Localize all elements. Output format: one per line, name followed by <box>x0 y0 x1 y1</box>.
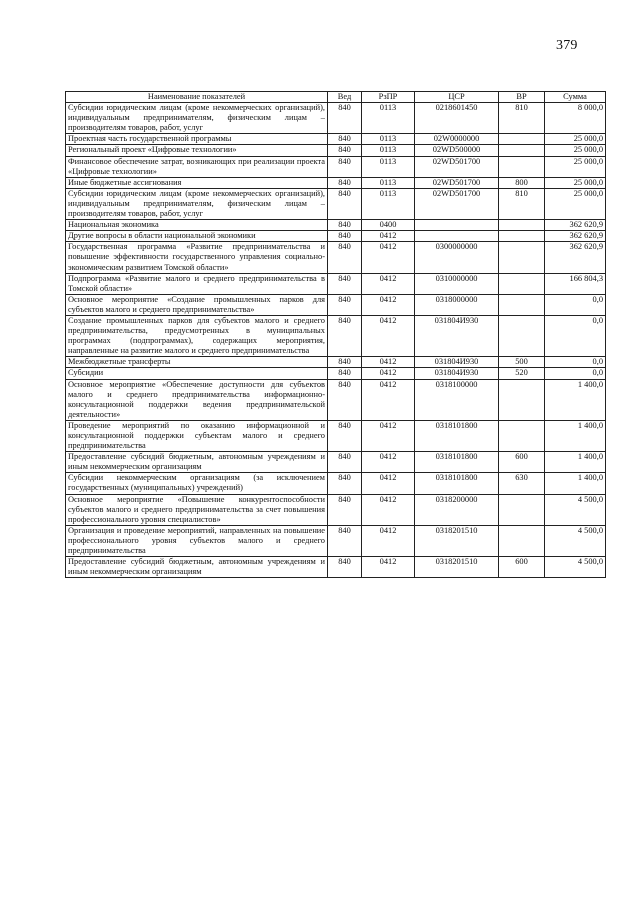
table-row <box>66 452 606 473</box>
cell-vr <box>499 231 545 242</box>
cell-rzpr: 0113 <box>362 134 415 145</box>
cell-name: Государственная программа «Развитие предпринимательства и повышение эффективности государственного управления социально-экономическим развитием Томской области» <box>66 242 328 273</box>
cell-sum: 1 400,0 <box>545 473 606 494</box>
cell-rzpr: 0412 <box>362 420 415 451</box>
cell-rzpr: 0113 <box>362 177 415 188</box>
cell-ved: 840 <box>328 134 362 145</box>
cell-vr: 600 <box>499 452 545 473</box>
cell-rzpr: 0412 <box>362 379 415 420</box>
table-row <box>66 273 606 294</box>
cell-csr: 0300000000 <box>415 242 499 273</box>
cell-name: Предоставление субсидий бюджетным, автономным учреждениям и иным некоммерческим организациям <box>66 557 328 578</box>
cell-ved: 840 <box>328 473 362 494</box>
cell-sum: 4 500,0 <box>545 494 606 525</box>
cell-csr: 0318101800 <box>415 420 499 451</box>
cell-rzpr: 0412 <box>362 525 415 556</box>
cell-ved: 840 <box>328 557 362 578</box>
cell-vr: 520 <box>499 368 545 379</box>
table-row <box>66 145 606 156</box>
cell-name: Иные бюджетные ассигнования <box>66 177 328 188</box>
cell-ved: 840 <box>328 273 362 294</box>
cell-vr <box>499 494 545 525</box>
cell-ved: 840 <box>328 494 362 525</box>
cell-rzpr: 0113 <box>362 188 415 219</box>
cell-name: Организация и проведение мероприятий, направленных на повышение профессионального уровня субъектов малого и среднего предпринимательства <box>66 525 328 556</box>
cell-vr <box>499 220 545 231</box>
table-row <box>66 420 606 451</box>
cell-ved: 840 <box>328 315 362 356</box>
cell-ved: 840 <box>328 145 362 156</box>
cell-vr: 630 <box>499 473 545 494</box>
cell-ved: 840 <box>328 242 362 273</box>
cell-sum: 25 000,0 <box>545 188 606 219</box>
cell-sum: 4 500,0 <box>545 557 606 578</box>
cell-name: Региональный проект «Цифровые технологии» <box>66 145 328 156</box>
cell-rzpr: 0113 <box>362 156 415 177</box>
cell-vr <box>499 315 545 356</box>
cell-name: Подпрограмма «Развитие малого и среднего предпринимательства в Томской области» <box>66 273 328 294</box>
cell-name: Предоставление субсидий бюджетным, автономным учреждениям и иным некоммерческим организациям <box>66 452 328 473</box>
cell-csr <box>415 220 499 231</box>
cell-rzpr: 0412 <box>362 242 415 273</box>
cell-name: Проектная часть государственной программы <box>66 134 328 145</box>
cell-rzpr: 0113 <box>362 145 415 156</box>
cell-name: Создание промышленных парков для субъектов малого и среднего предпринимательства, предусмотренных в муниципальных программах (подпрограммах), содержащих мероприятия, направленные на развитие малого и среднего предпринимательства <box>66 315 328 356</box>
cell-rzpr: 0412 <box>362 231 415 242</box>
cell-sum: 166 804,3 <box>545 273 606 294</box>
cell-rzpr: 0400 <box>362 220 415 231</box>
table-row <box>66 357 606 368</box>
cell-ved: 840 <box>328 231 362 242</box>
cell-ved: 840 <box>328 452 362 473</box>
cell-vr <box>499 242 545 273</box>
cell-rzpr: 0412 <box>362 452 415 473</box>
table-row <box>66 525 606 556</box>
cell-vr <box>499 294 545 315</box>
cell-csr: 02WD501700 <box>415 177 499 188</box>
cell-sum: 362 620,9 <box>545 220 606 231</box>
cell-ved: 840 <box>328 103 362 134</box>
cell-vr <box>499 525 545 556</box>
table-row <box>66 177 606 188</box>
header-sum: Сумма <box>545 92 606 103</box>
table-row <box>66 379 606 420</box>
cell-ved: 840 <box>328 220 362 231</box>
cell-csr: 02WD501700 <box>415 156 499 177</box>
cell-csr: 0318100000 <box>415 379 499 420</box>
cell-vr <box>499 273 545 294</box>
header-vr: ВР <box>499 92 545 103</box>
table-row <box>66 242 606 273</box>
table-row <box>66 315 606 356</box>
cell-vr: 810 <box>499 188 545 219</box>
cell-ved: 840 <box>328 420 362 451</box>
cell-name: Субсидии юридическим лицам (кроме некоммерческих организаций), индивидуальным предпринимателям, физическим лицам – производителям товаров, работ, услуг <box>66 188 328 219</box>
cell-name: Субсидии некоммерческим организациям (за исключением государственных (муниципальных) учреждений) <box>66 473 328 494</box>
cell-csr: 02W0000000 <box>415 134 499 145</box>
cell-rzpr: 0412 <box>362 357 415 368</box>
cell-name: Субсидии юридическим лицам (кроме некоммерческих организаций), индивидуальным предпринимателям, физическим лицам – производителям товаров, работ, услуг <box>66 103 328 134</box>
cell-csr: 0318101800 <box>415 473 499 494</box>
cell-csr: 02WD500000 <box>415 145 499 156</box>
cell-ved: 840 <box>328 188 362 219</box>
table-row <box>66 103 606 134</box>
cell-vr: 500 <box>499 357 545 368</box>
cell-rzpr: 0412 <box>362 473 415 494</box>
cell-name: Другие вопросы в области национальной экономики <box>66 231 328 242</box>
cell-ved: 840 <box>328 294 362 315</box>
cell-csr: 0318201510 <box>415 525 499 556</box>
header-rzpr: РзПР <box>362 92 415 103</box>
cell-csr: 0318201510 <box>415 557 499 578</box>
cell-rzpr: 0412 <box>362 273 415 294</box>
page-number: 379 <box>556 38 578 53</box>
cell-ved: 840 <box>328 156 362 177</box>
header-csr: ЦСР <box>415 92 499 103</box>
cell-vr <box>499 420 545 451</box>
cell-vr: 800 <box>499 177 545 188</box>
cell-vr <box>499 156 545 177</box>
cell-sum: 8 000,0 <box>545 103 606 134</box>
table-row <box>66 188 606 219</box>
cell-name: Межбюджетные трансферты <box>66 357 328 368</box>
cell-ved: 840 <box>328 379 362 420</box>
table-row <box>66 368 606 379</box>
table-row <box>66 494 606 525</box>
table-row <box>66 473 606 494</box>
cell-csr: 031804И930 <box>415 368 499 379</box>
table-header-row <box>66 92 606 103</box>
cell-vr <box>499 145 545 156</box>
cell-sum: 1 400,0 <box>545 379 606 420</box>
cell-sum: 25 000,0 <box>545 134 606 145</box>
cell-csr: 0218601450 <box>415 103 499 134</box>
cell-name: Национальная экономика <box>66 220 328 231</box>
cell-csr: 031804И930 <box>415 315 499 356</box>
cell-rzpr: 0113 <box>362 103 415 134</box>
cell-name: Основное мероприятие «Обеспечение доступности для субъектов малого и среднего предпринимательства информационно-консультационной поддержки ведения предпринимательской деятельности» <box>66 379 328 420</box>
cell-csr <box>415 231 499 242</box>
table-row <box>66 231 606 242</box>
cell-sum: 1 400,0 <box>545 420 606 451</box>
cell-sum: 0,0 <box>545 294 606 315</box>
cell-sum: 4 500,0 <box>545 525 606 556</box>
cell-sum: 362 620,9 <box>545 242 606 273</box>
cell-sum: 0,0 <box>545 368 606 379</box>
header-ved: Вед <box>328 92 362 103</box>
cell-sum: 25 000,0 <box>545 156 606 177</box>
cell-sum: 1 400,0 <box>545 452 606 473</box>
cell-sum: 0,0 <box>545 315 606 356</box>
cell-csr: 0310000000 <box>415 273 499 294</box>
table-row <box>66 220 606 231</box>
cell-ved: 840 <box>328 357 362 368</box>
table-row <box>66 557 606 578</box>
cell-rzpr: 0412 <box>362 557 415 578</box>
cell-vr <box>499 134 545 145</box>
cell-vr: 810 <box>499 103 545 134</box>
budget-table <box>65 91 606 578</box>
cell-name: Финансовое обеспечение затрат, возникающих при реализации проекта «Цифровые технологии» <box>66 156 328 177</box>
table-row <box>66 156 606 177</box>
cell-name: Основное мероприятие «Повышение конкурентоспособности субъектов малого и среднего предпринимательства за счет повышения профессионального уровня специалистов» <box>66 494 328 525</box>
table-row <box>66 134 606 145</box>
cell-csr: 031804И930 <box>415 357 499 368</box>
cell-ved: 840 <box>328 525 362 556</box>
cell-vr: 600 <box>499 557 545 578</box>
header-name: Наименование показателей <box>66 92 328 103</box>
table-row <box>66 294 606 315</box>
cell-csr: 0318200000 <box>415 494 499 525</box>
cell-sum: 362 620,9 <box>545 231 606 242</box>
cell-sum: 0,0 <box>545 357 606 368</box>
cell-csr: 02WD501700 <box>415 188 499 219</box>
cell-csr: 0318101800 <box>415 452 499 473</box>
cell-sum: 25 000,0 <box>545 145 606 156</box>
cell-name: Проведение мероприятий по оказанию информационной и консультационной поддержки субъектам малого и среднего предпринимательства <box>66 420 328 451</box>
cell-rzpr: 0412 <box>362 315 415 356</box>
cell-rzpr: 0412 <box>362 294 415 315</box>
cell-rzpr: 0412 <box>362 494 415 525</box>
cell-name: Основное мероприятие «Создание промышленных парков для субъектов малого и среднего предпринимательства» <box>66 294 328 315</box>
cell-name: Субсидии <box>66 368 328 379</box>
cell-ved: 840 <box>328 368 362 379</box>
cell-ved: 840 <box>328 177 362 188</box>
cell-sum: 25 000,0 <box>545 177 606 188</box>
cell-csr: 0318000000 <box>415 294 499 315</box>
cell-vr <box>499 379 545 420</box>
cell-rzpr: 0412 <box>362 368 415 379</box>
